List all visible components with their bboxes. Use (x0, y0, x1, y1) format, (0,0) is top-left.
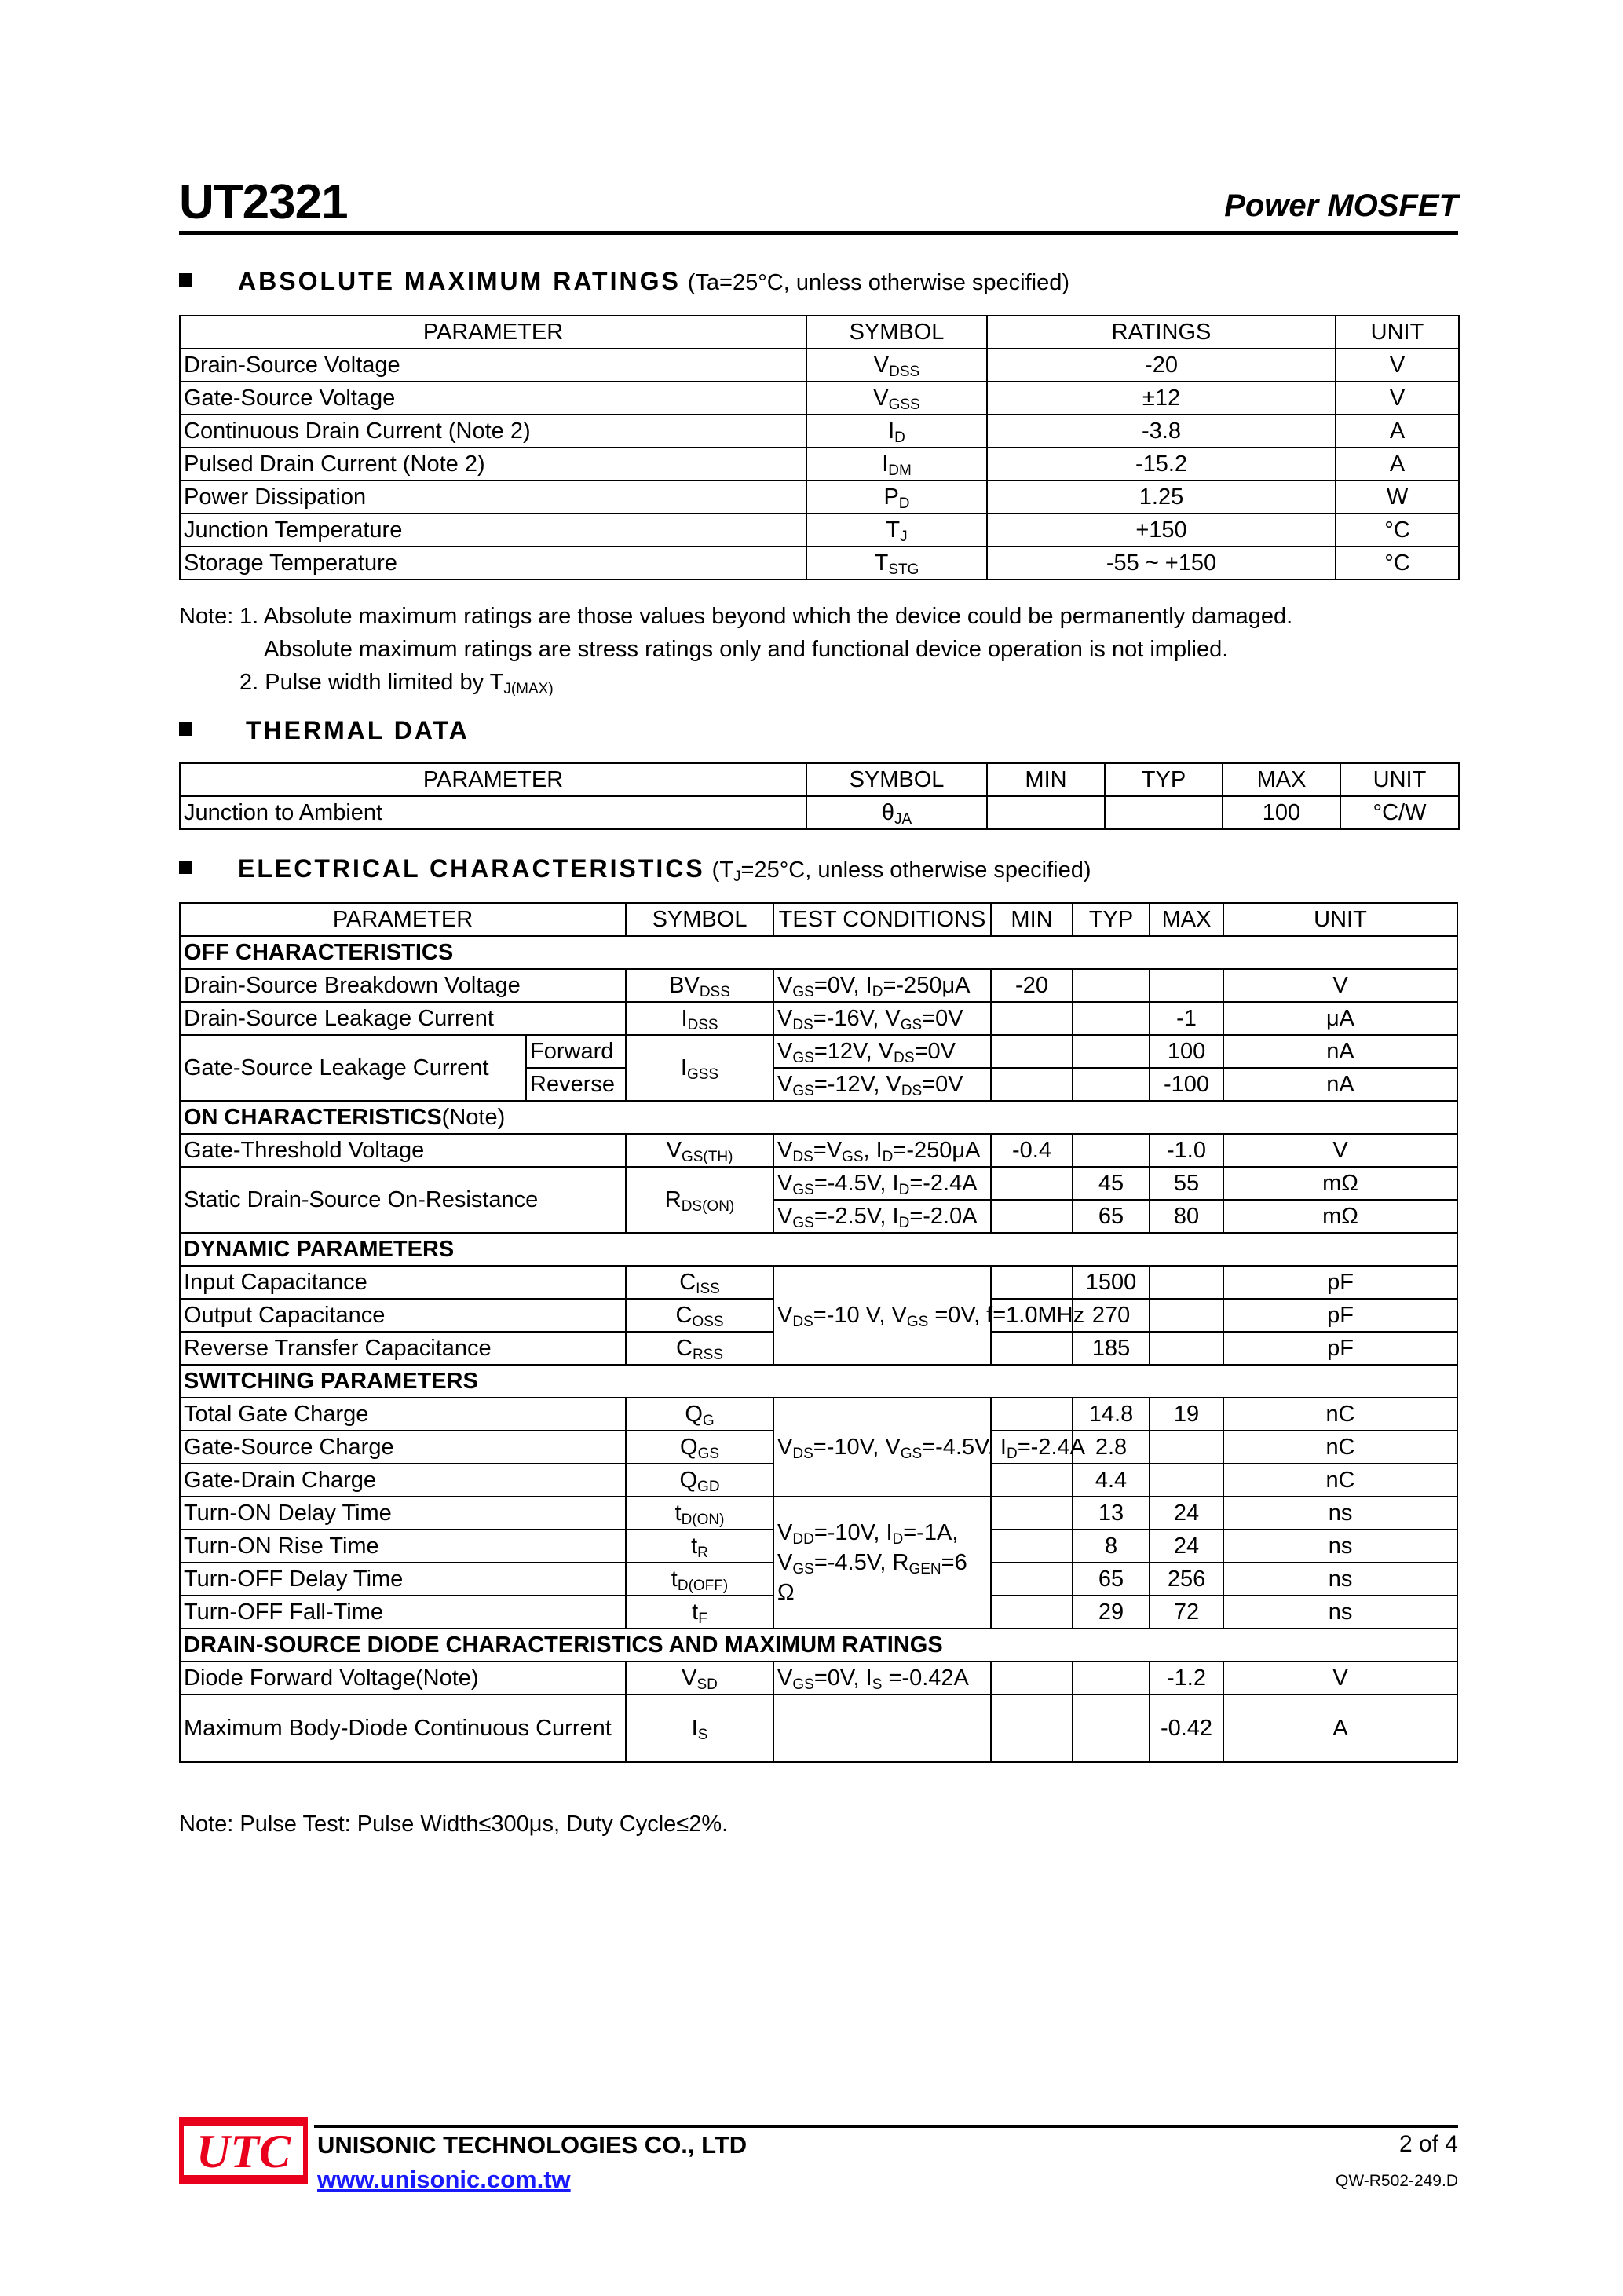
typ-cell: 29 (1073, 1596, 1150, 1629)
typ-cell: 1500 (1073, 1266, 1150, 1299)
typ-cell: 65 (1073, 1563, 1150, 1596)
min-cell (991, 1068, 1073, 1101)
max-cell: -100 (1150, 1068, 1223, 1101)
table-row (180, 514, 1459, 547)
symbol-cell: $I_{DM}$ (806, 448, 987, 481)
unit-cell: nC (1223, 1464, 1457, 1497)
rating-cell: -20 (987, 349, 1336, 382)
table-row (180, 415, 1459, 448)
param-cell: Power Dissipation (180, 481, 806, 514)
typ-cell: 270 (1073, 1299, 1150, 1332)
page-number: 2 of 4 (1398, 2131, 1458, 2157)
elec-heading (179, 854, 1091, 883)
table-row (180, 1266, 1457, 1299)
min-cell (987, 796, 1105, 829)
unit-cell: pF (1223, 1332, 1457, 1365)
symbol-cell: $Q_G$ (626, 1398, 773, 1431)
unit-cell: °C (1336, 547, 1459, 579)
typ-cell (1073, 1068, 1150, 1101)
thermal-title: THERMAL DATA (246, 716, 470, 744)
group-title: ON CHARACTERISTICS(Note) (180, 1101, 1457, 1134)
min-cell (991, 1035, 1073, 1068)
header-cell: TEST CONDITIONS (773, 903, 991, 936)
unit-cell: mΩ (1223, 1167, 1457, 1200)
table-row (180, 796, 1459, 829)
param-cell: Input Capacitance (180, 1266, 626, 1299)
symbol-cell: $Q_{GS}$ (626, 1431, 773, 1464)
typ-cell: 8 (1073, 1530, 1150, 1563)
unit-cell: °C/W (1340, 796, 1459, 829)
typ-cell: 4.4 (1073, 1464, 1150, 1497)
header-cell: PARAMETER (180, 316, 806, 349)
param-cell: Output Capacitance (180, 1299, 626, 1332)
unit-cell: pF (1223, 1299, 1457, 1332)
param-cell: Turn-OFF Fall-Time (180, 1596, 626, 1629)
min-cell (991, 1332, 1073, 1365)
min-cell (991, 1200, 1073, 1233)
param-cell: Maximum Body-Diode Continuous Current (180, 1695, 626, 1762)
max-cell: 24 (1150, 1530, 1223, 1563)
table-row (180, 1167, 1457, 1200)
table-row (180, 1134, 1457, 1167)
unit-cell: V (1336, 382, 1459, 415)
condition-cell: $V_{GS}=12V$, $V_{DS}=0V$ (773, 1035, 991, 1068)
subparam-cell: Reverse (526, 1068, 626, 1101)
unit-cell: V (1223, 969, 1457, 1002)
max-cell (1150, 1464, 1223, 1497)
table-row (180, 448, 1459, 481)
min-cell (991, 1563, 1073, 1596)
condition-cell: $V_{DS}=-10$ V, $V_{GS} =0V$, f=1.0MHz (773, 1266, 991, 1365)
table-header-row (180, 763, 1459, 796)
subparam-cell: Forward (526, 1035, 626, 1068)
typ-cell (1073, 1002, 1150, 1035)
typ-cell (1073, 1662, 1150, 1695)
condition-cell: $V_{DD}=-10V$, $I_D=-1A$, $V_{GS}=-4.5V$, $R_{GEN}=6$ Ω (773, 1497, 991, 1629)
unit-cell: A (1336, 415, 1459, 448)
symbol-cell: $P_D$ (806, 481, 987, 514)
table-row (180, 1002, 1457, 1035)
param-cell: Turn-ON Rise Time (180, 1530, 626, 1563)
header-cell: UNIT (1340, 763, 1459, 796)
max-cell: 256 (1150, 1563, 1223, 1596)
symbol-cell: $t_{D(ON)}$ (626, 1497, 773, 1530)
min-cell (991, 1497, 1073, 1530)
min-cell (991, 1530, 1073, 1563)
condition-cell: $V_{DS}=-16V$, $V_{GS}=0V$ (773, 1002, 991, 1035)
max-cell (1150, 1266, 1223, 1299)
symbol-cell: $V_{SD}$ (626, 1662, 773, 1695)
max-cell: 72 (1150, 1596, 1223, 1629)
param-cell: Gate-Source Charge (180, 1431, 626, 1464)
group-title: SWITCHING PARAMETERS (180, 1365, 1457, 1398)
max-cell: 100 (1150, 1035, 1223, 1068)
bullet-square-icon (179, 273, 192, 287)
param-cell: Gate-Threshold Voltage (180, 1134, 626, 1167)
unit-cell: ns (1223, 1530, 1457, 1563)
param-cell: Diode Forward Voltage(Note) (180, 1662, 626, 1695)
unit-cell: mΩ (1223, 1200, 1457, 1233)
param-cell: Junction to Ambient (180, 796, 806, 829)
header-cell: SYMBOL (806, 763, 987, 796)
table-row (180, 1497, 1457, 1530)
param-cell: Storage Temperature (180, 547, 806, 579)
max-cell: 24 (1150, 1497, 1223, 1530)
symbol-cell: $T_J$ (806, 514, 987, 547)
unit-cell: V (1223, 1662, 1457, 1695)
thermal-heading (179, 716, 470, 745)
rating-cell: -15.2 (987, 448, 1336, 481)
bullet-square-icon (179, 861, 192, 874)
unit-cell: ns (1223, 1497, 1457, 1530)
param-cell: Turn-ON Delay Time (180, 1497, 626, 1530)
param-cell: Gate-Drain Charge (180, 1464, 626, 1497)
abs-max-condition: (Ta=25°C, unless otherwise specified) (687, 270, 1070, 295)
group-title: OFF CHARACTERISTICS (180, 936, 1457, 969)
header-rule (179, 231, 1458, 235)
abs-max-title: ABSOLUTE MAXIMUM RATINGS (238, 267, 681, 295)
group-row-switching (180, 1365, 1457, 1398)
header-cell: UNIT (1223, 903, 1457, 936)
group-row-off (180, 936, 1457, 969)
table-row (180, 1695, 1457, 1762)
table-header-row (180, 903, 1457, 936)
min-cell: -0.4 (991, 1134, 1073, 1167)
elec-title: ELECTRICAL CHARACTERISTICS (238, 854, 705, 883)
min-cell (991, 1167, 1073, 1200)
param-cell: Total Gate Charge (180, 1398, 626, 1431)
unit-cell: nC (1223, 1398, 1457, 1431)
max-cell (1150, 1431, 1223, 1464)
param-cell: Drain-Source Leakage Current (180, 1002, 626, 1035)
thermal-table (179, 762, 1460, 830)
unit-cell: °C (1336, 514, 1459, 547)
param-cell: Gate-Source Leakage Current (180, 1035, 526, 1101)
symbol-cell: $C_{OSS}$ (626, 1299, 773, 1332)
condition-cell: $V_{GS}=-4.5V$, $I_D=-2.4A$ (773, 1167, 991, 1200)
min-cell (991, 1464, 1073, 1497)
group-row-on (180, 1101, 1457, 1134)
table-row (180, 547, 1459, 579)
min-cell (991, 1002, 1073, 1035)
min-cell (991, 1695, 1073, 1762)
symbol-cell: $I_{GSS}$ (626, 1035, 773, 1101)
condition-cell (773, 1695, 991, 1762)
utc-logo (179, 2117, 308, 2184)
typ-cell: 2.8 (1073, 1431, 1150, 1464)
condition-cell: $V_{GS}=0V$, $I_S =-0.42A$ (773, 1662, 991, 1695)
header-cell: MAX (1150, 903, 1223, 936)
abs-max-note-1a: 1. Absolute maximum ratings are those values beyond which the device could be permanently damaged. (239, 604, 1293, 629)
symbol-cell: $V_{DSS}$ (806, 349, 987, 382)
symbol-cell: $t_R$ (626, 1530, 773, 1563)
header-cell: PARAMETER (180, 903, 626, 936)
table-row (180, 349, 1459, 382)
unit-cell: A (1336, 448, 1459, 481)
max-cell: -0.42 (1150, 1695, 1223, 1762)
typ-cell (1105, 796, 1223, 829)
param-cell: Reverse Transfer Capacitance (180, 1332, 626, 1365)
symbol-cell: $I_{DSS}$ (626, 1002, 773, 1035)
website-link[interactable]: www.unisonic.com.tw (317, 2166, 571, 2193)
param-cell: Drain-Source Breakdown Voltage (180, 969, 626, 1002)
elec-table (179, 902, 1458, 1763)
max-cell (1150, 1299, 1223, 1332)
min-cell (991, 1266, 1073, 1299)
unit-cell: W (1336, 481, 1459, 514)
condition-cell: $V_{DS}=V_{GS}$, $I_D=-250\mu A$ (773, 1134, 991, 1167)
typ-cell (1073, 1695, 1150, 1762)
abs-max-note-1b: Absolute maximum ratings are stress ratings only and functional device operation is not implied. (264, 637, 1229, 662)
max-cell: 80 (1150, 1200, 1223, 1233)
header-cell: PARAMETER (180, 763, 806, 796)
table-header-row (180, 316, 1459, 349)
condition-cell: $V_{DS}=-10V$, $V_{GS}=-4.5V$, $I_D=-2.4A$ (773, 1398, 991, 1497)
min-cell: -20 (991, 969, 1073, 1002)
document-code: QW-R502-249.D (1335, 2172, 1458, 2190)
unit-cell: nC (1223, 1431, 1457, 1464)
abs-max-heading (179, 267, 1069, 296)
symbol-cell: $I_S$ (626, 1695, 773, 1762)
param-cell: Drain-Source Voltage (180, 349, 806, 382)
elec-condition: ($T_J=25^\circ C$, unless otherwise specified) (711, 857, 1091, 885)
rating-cell: -55 ~ +150 (987, 547, 1336, 579)
typ-cell: 65 (1073, 1200, 1150, 1233)
min-cell (991, 1596, 1073, 1629)
symbol-cell: $V_{GS(TH)}$ (626, 1134, 773, 1167)
typ-cell: 13 (1073, 1497, 1150, 1530)
unit-cell: A (1223, 1695, 1457, 1762)
abs-max-note-2: 2. Pulse width limited by $T_{J(MAX)}$ (239, 670, 554, 697)
max-cell (1150, 969, 1223, 1002)
param-cell: Gate-Source Voltage (180, 382, 806, 415)
typ-cell: 185 (1073, 1332, 1150, 1365)
symbol-cell: $T_{STG}$ (806, 547, 987, 579)
max-cell: -1 (1150, 1002, 1223, 1035)
param-cell: Continuous Drain Current (Note 2) (180, 415, 806, 448)
symbol-cell: $BV_{DSS}$ (626, 969, 773, 1002)
condition-cell: $V_{GS}=-12V$, $V_{DS}=0V$ (773, 1068, 991, 1101)
header-cell: TYP (1073, 903, 1150, 936)
unit-cell: nA (1223, 1068, 1457, 1101)
group-title: DYNAMIC PARAMETERS (180, 1233, 1457, 1266)
typ-cell: 14.8 (1073, 1398, 1150, 1431)
abs-max-table (179, 315, 1460, 580)
symbol-cell: $R_{DS(ON)}$ (626, 1167, 773, 1233)
header-cell: MAX (1223, 763, 1340, 796)
header-cell: UNIT (1336, 316, 1459, 349)
max-cell: -1.0 (1150, 1134, 1223, 1167)
param-cell: Pulsed Drain Current (Note 2) (180, 448, 806, 481)
symbol-cell: $t_F$ (626, 1596, 773, 1629)
max-cell: 55 (1150, 1167, 1223, 1200)
bullet-square-icon (179, 722, 192, 736)
max-cell (1150, 1332, 1223, 1365)
rating-cell: -3.8 (987, 415, 1336, 448)
condition-cell: $V_{GS}=-2.5V$, $I_D=-2.0A$ (773, 1200, 991, 1233)
group-title: DRAIN-SOURCE DIODE CHARACTERISTICS AND MAXIMUM RATINGS (180, 1629, 1457, 1662)
table-row (180, 1662, 1457, 1695)
unit-cell: pF (1223, 1266, 1457, 1299)
unit-cell: V (1223, 1134, 1457, 1167)
header-cell: RATINGS (987, 316, 1336, 349)
header-cell: MIN (991, 903, 1073, 936)
symbol-cell: $Q_{GD}$ (626, 1464, 773, 1497)
abs-max-note-prefix: Note: (179, 604, 234, 629)
rating-cell: +150 (987, 514, 1336, 547)
symbol-cell: $C_{RSS}$ (626, 1332, 773, 1365)
max-cell: -1.2 (1150, 1662, 1223, 1695)
max-cell: 100 (1223, 796, 1340, 829)
group-row-diode (180, 1629, 1457, 1662)
company-name: UNISONIC TECHNOLOGIES CO., LTD (317, 2131, 748, 2159)
max-cell: 19 (1150, 1398, 1223, 1431)
min-cell (991, 1398, 1073, 1431)
header-cell: MIN (987, 763, 1105, 796)
typ-cell (1073, 1035, 1150, 1068)
unit-cell: ns (1223, 1596, 1457, 1629)
table-row (180, 1035, 1457, 1068)
min-cell (991, 1662, 1073, 1695)
symbol-cell: $t_{D(OFF)}$ (626, 1563, 773, 1596)
header-cell: TYP (1105, 763, 1223, 796)
unit-cell: V (1336, 349, 1459, 382)
typ-cell (1073, 1134, 1150, 1167)
table-row (180, 1398, 1457, 1431)
part-number: UT2321 (179, 175, 348, 229)
group-row-dynamic (180, 1233, 1457, 1266)
footer-rule (314, 2125, 1458, 2128)
condition-cell: $V_{GS}=0V$, $I_D=-250\mu A$ (773, 969, 991, 1002)
table-row (180, 969, 1457, 1002)
rating-cell: ±12 (987, 382, 1336, 415)
param-cell: Turn-OFF Delay Time (180, 1563, 626, 1596)
table-row (180, 382, 1459, 415)
elec-note: Note: Pulse Test: Pulse Width≤300μs, Duty Cycle≤2%. (179, 1812, 729, 1837)
header-cell: SYMBOL (626, 903, 773, 936)
symbol-cell: $C_{ISS}$ (626, 1266, 773, 1299)
unit-cell: ns (1223, 1563, 1457, 1596)
header-cell: SYMBOL (806, 316, 987, 349)
typ-cell: 45 (1073, 1167, 1150, 1200)
symbol-cell: $\theta_{JA}$ (806, 796, 987, 829)
logo-text: UTC (196, 2126, 291, 2177)
product-type: Power MOSFET (1224, 188, 1458, 223)
rating-cell: 1.25 (987, 481, 1336, 514)
typ-cell (1073, 969, 1150, 1002)
param-cell: Static Drain-Source On-Resistance (180, 1167, 626, 1233)
param-cell: Junction Temperature (180, 514, 806, 547)
unit-cell: nA (1223, 1035, 1457, 1068)
unit-cell: μA (1223, 1002, 1457, 1035)
symbol-cell: $V_{GSS}$ (806, 382, 987, 415)
symbol-cell: $I_D$ (806, 415, 987, 448)
table-row (180, 481, 1459, 514)
